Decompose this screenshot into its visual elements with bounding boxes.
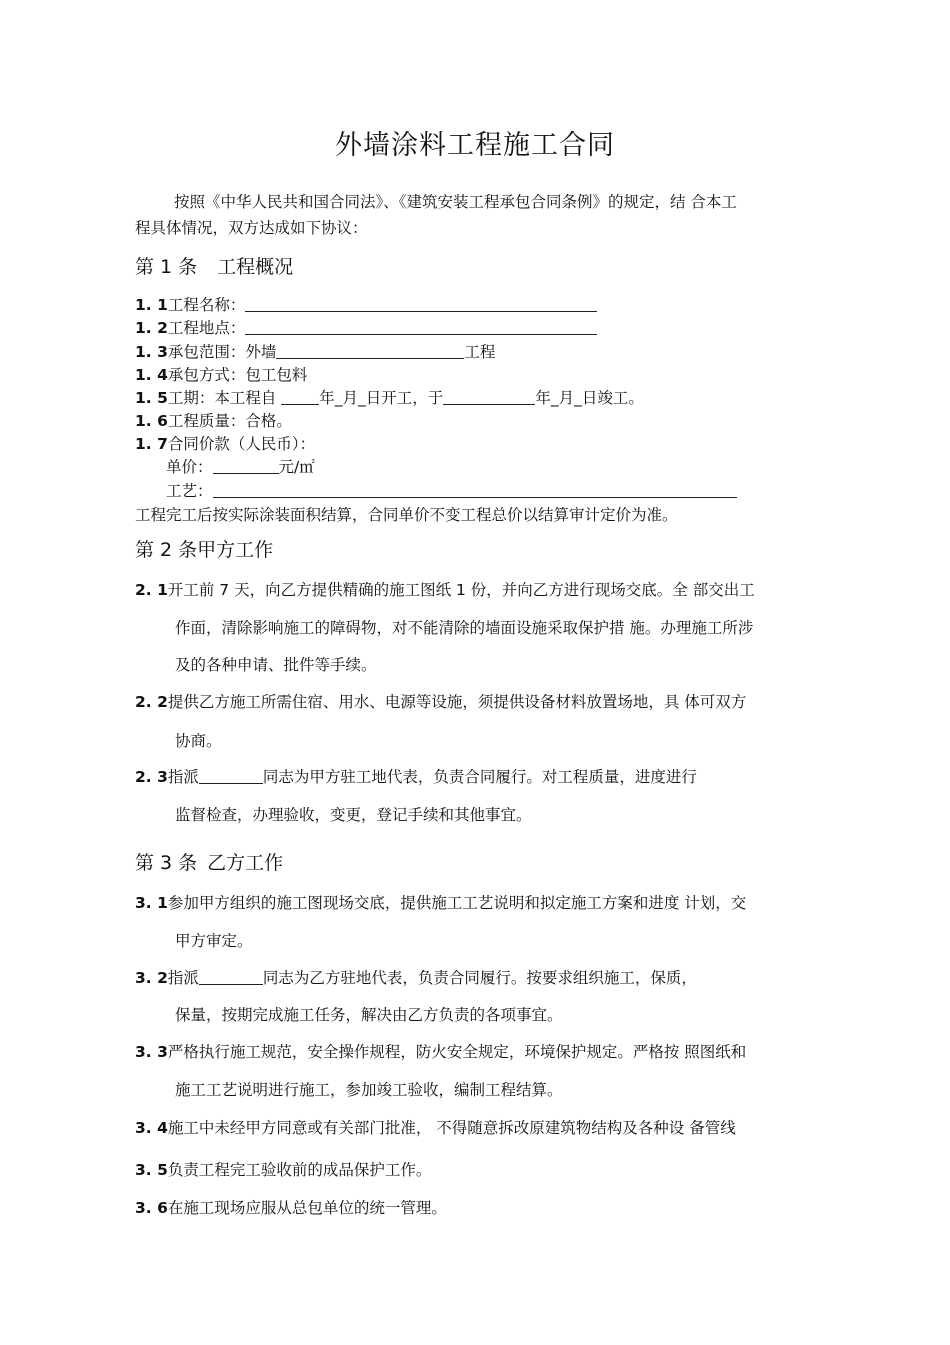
item-3-3-line-1: 3. 3严格执行施工规范，安全操作规程，防火安全规定，环境保护规定。严格按 照图纸和 <box>135 1043 747 1061</box>
item-3-2-line-1: 3. 2指派 同志为乙方驻地代表，负责合同履行。按要求组织施工，保质， <box>135 969 697 987</box>
item-2-1-line-2: 作面，清除影响施工的障碍物，对不能清除的墙面设施采取保护措 施。办理施工所涉 <box>175 619 754 637</box>
intro-line-2: 程具体情况，双方达成如下协议： <box>135 219 368 237</box>
item-3-4: 3. 4施工中未经甲方同意或有关部门批准， 不得随意拆改原建筑物结构及各种设 备管线 <box>135 1119 736 1137</box>
item-3-1-line-1: 3. 1参加甲方组织的施工图现场交底，提供施工工艺说明和拟定施工方案和进度 计划，交 <box>135 894 747 912</box>
item-1-2: 1. 2工程地点： <box>135 318 597 338</box>
item-2-2-line-1: 2. 2提供乙方施工所需住宿、用水、电源等设施，须提供设备材料放置场地，具 体可双方 <box>135 693 747 711</box>
party-b-rep-blank[interactable] <box>199 969 263 985</box>
end-year-blank[interactable] <box>443 389 535 405</box>
item-3-1-line-2: 甲方审定。 <box>175 932 253 950</box>
item-2-1-line-3: 及的各种申请、批件等手续。 <box>175 656 377 674</box>
item-2-1-line-1: 2. 1开工前 7 天，向乙方提供精确的施工图纸 1 份，并向乙方进行现场交底。全 部交出工 <box>135 581 755 599</box>
section-3-heading <box>135 850 283 876</box>
section-3-number: 第 3 条 <box>135 852 198 874</box>
section-1-heading <box>135 254 293 280</box>
item-1-3: 1. 3承包范围：外墙 工程 <box>135 343 496 361</box>
section-3-title: 乙方工作 <box>207 852 284 874</box>
item-3-3-line-2: 施工工艺说明进行施工，参加竣工验收，编制工程结算。 <box>175 1081 563 1099</box>
party-a-rep-blank[interactable] <box>199 768 263 784</box>
item-3-2-line-2: 保量，按期完成施工任务，解决由乙方负责的各项事宜。 <box>175 1006 563 1024</box>
item-3-6: 3. 6在施工现场应服从总包单位的统一管理。 <box>135 1199 447 1217</box>
item-1-1: 1. 1工程名称： <box>135 295 597 315</box>
section-1-number: 第 1 条 <box>135 256 198 278</box>
unit-price-line: 单价： 元/㎡ <box>166 458 315 476</box>
craft-line: 工艺： <box>166 481 737 501</box>
section-2-heading: 第 2 条甲方工作 <box>135 539 274 561</box>
item-2-2-line-2: 协商。 <box>175 732 222 750</box>
item-2-3-line-2: 监督检查，办理验收，变更，登记手续和其他事宜。 <box>175 806 532 824</box>
item-2-3-line-1: 2. 3指派 同志为甲方驻工地代表，负责合同履行。对工程质量，进度进行 <box>135 768 697 786</box>
project-location-blank[interactable] <box>245 319 597 335</box>
intro-line-1: 按照《中华人民共和国合同法》、《建筑安装工程承包合同条例》的规定，结 合本工 <box>174 193 737 211</box>
item-1-5: 1. 5工期：本工程自 年_月_日开工，于 年_月_日竣工。 <box>135 389 644 407</box>
scope-blank[interactable] <box>276 343 464 359</box>
document-title: 外墙涂料工程施工合同 <box>335 130 615 161</box>
item-1-7: 1. 7合同价款（人民币）： <box>135 435 316 453</box>
project-name-blank[interactable] <box>245 296 597 312</box>
unit-price-blank[interactable] <box>213 458 279 474</box>
item-1-6: 1. 6工程质量：合格。 <box>135 412 292 430</box>
section-1-title: 工程概况 <box>217 256 294 278</box>
start-year-blank[interactable] <box>281 389 319 405</box>
settlement-text: 工程完工后按实际涂装面积结算，合同单价不变工程总价以结算审计定价为准。 <box>135 506 678 524</box>
item-3-5: 3. 5负责工程完工验收前的成品保护工作。 <box>135 1161 432 1179</box>
item-1-4: 1. 4承包方式：包工包料 <box>135 366 308 384</box>
craft-blank[interactable] <box>213 482 737 498</box>
